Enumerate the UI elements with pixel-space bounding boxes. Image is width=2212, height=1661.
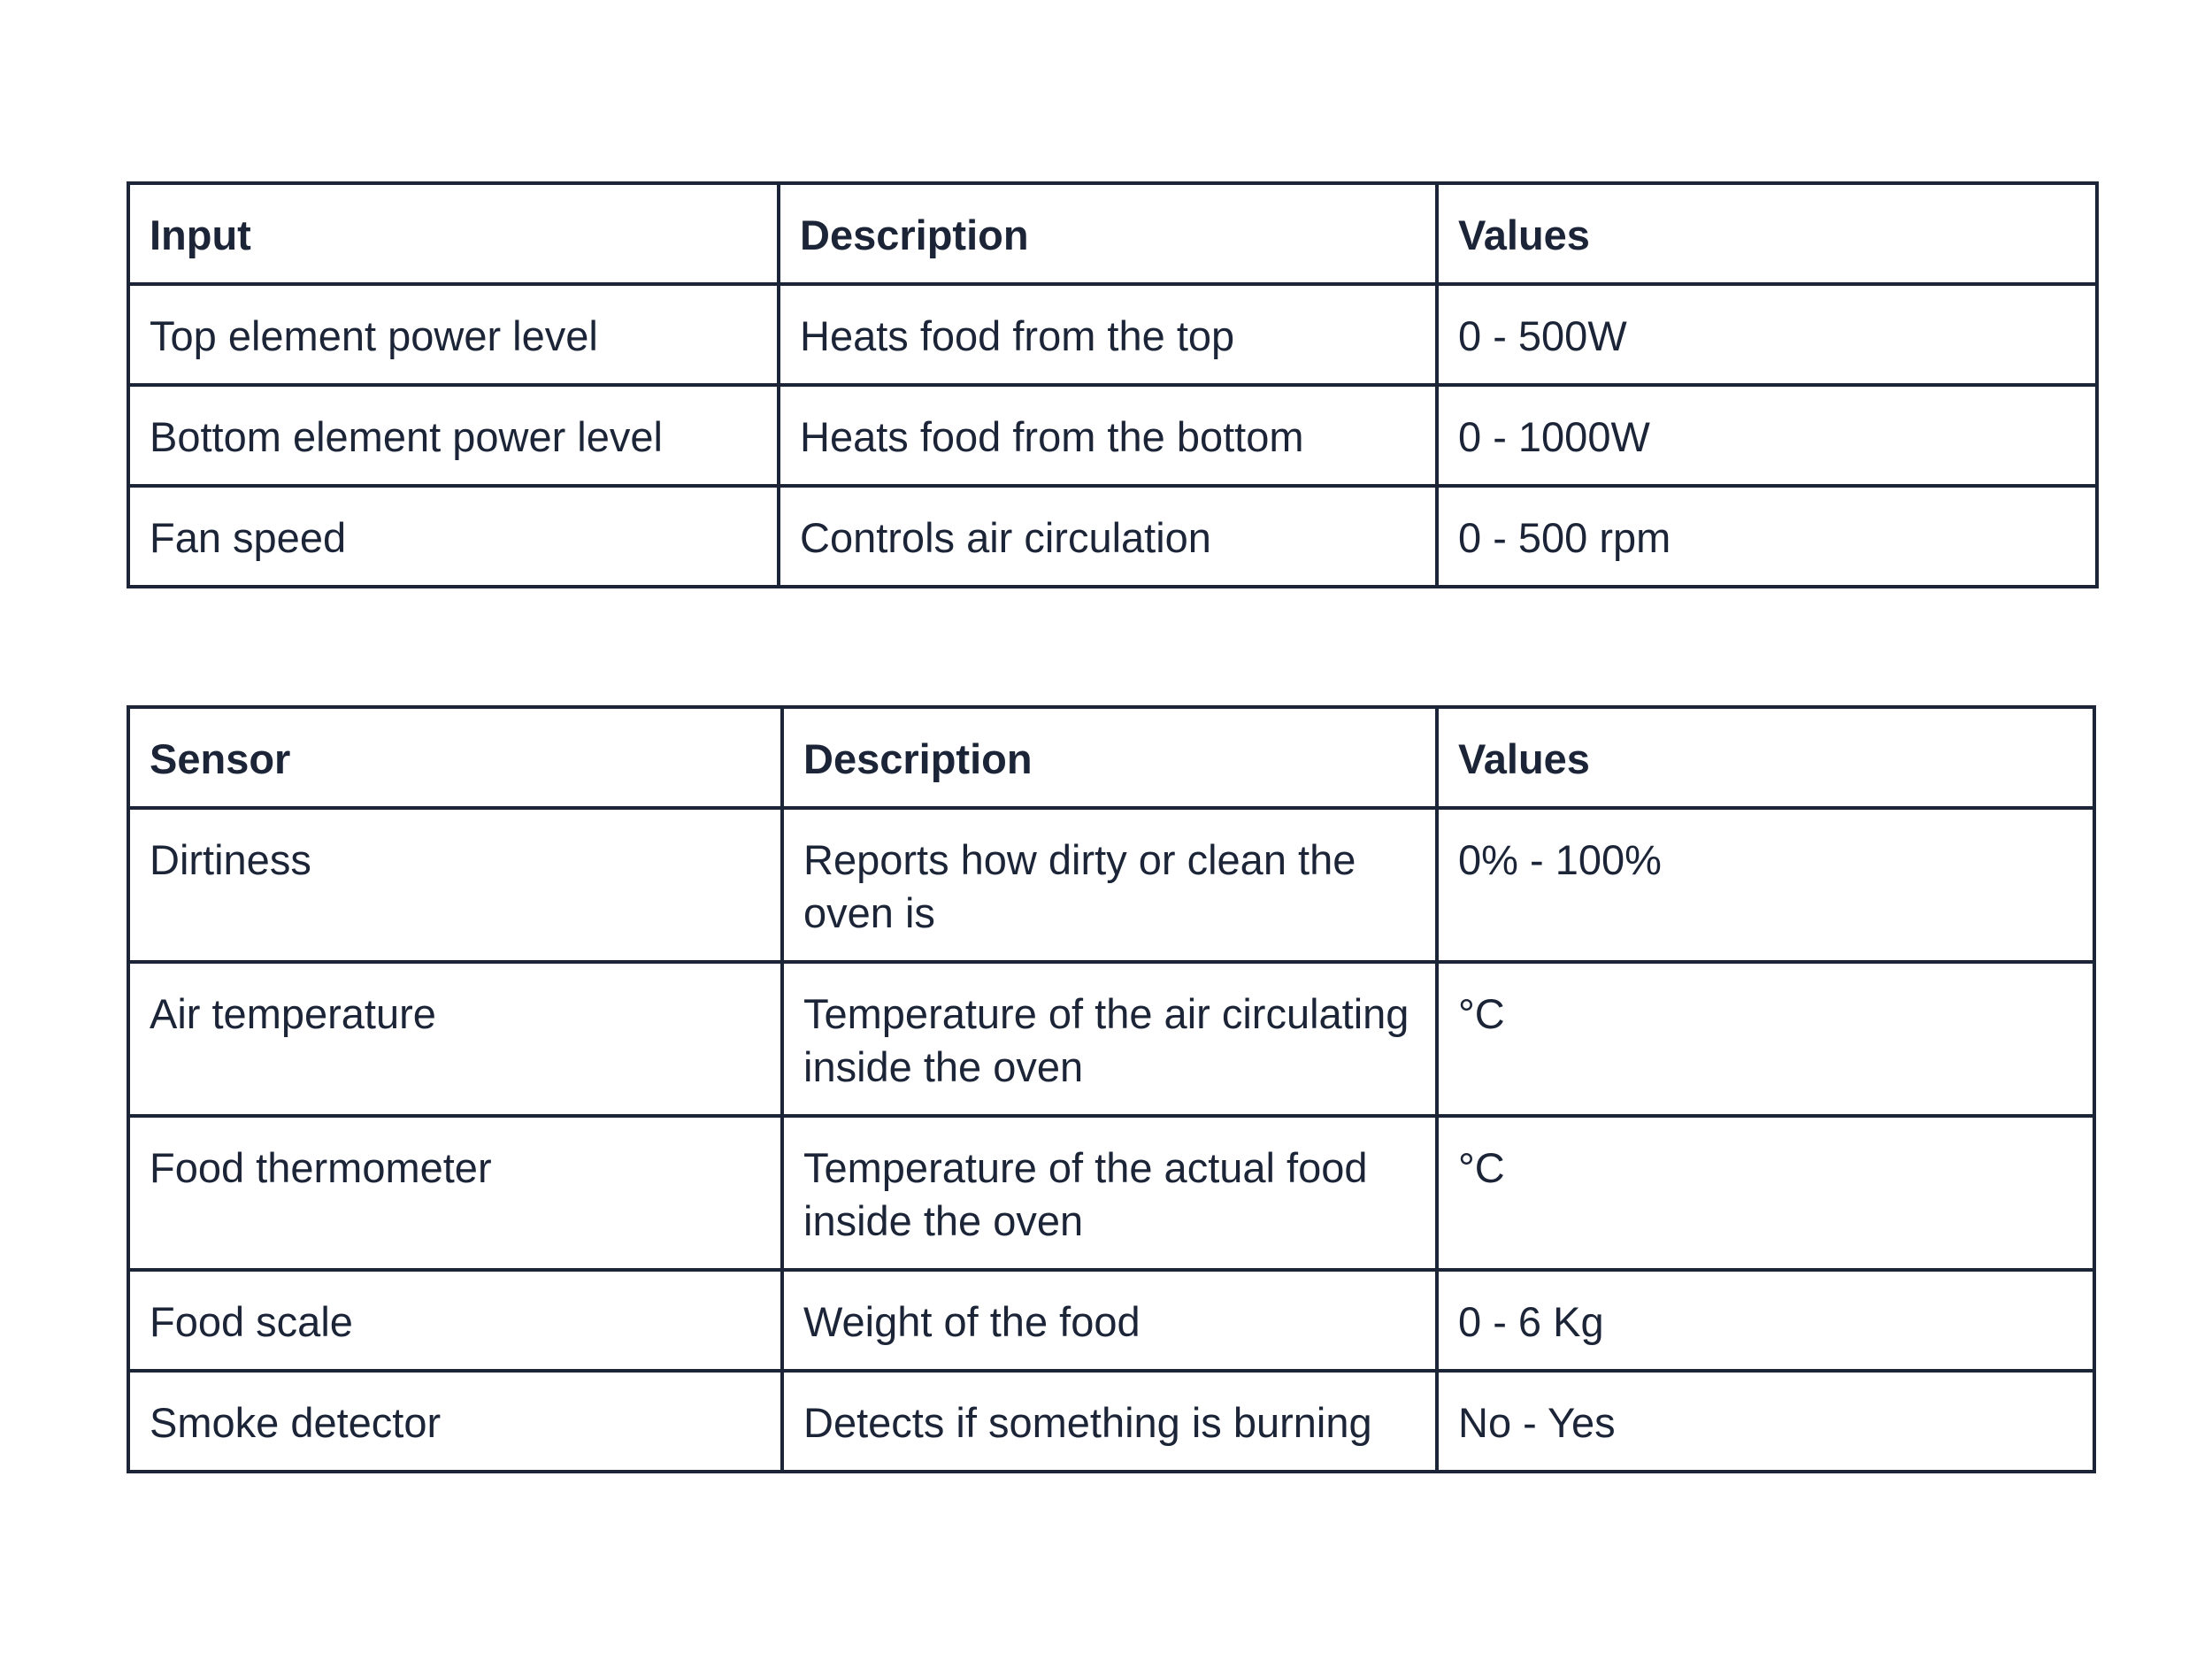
table-row xyxy=(128,385,2097,486)
sensors-table xyxy=(127,705,2096,1473)
table-row xyxy=(128,808,2094,962)
table-cell: °C xyxy=(1437,1116,2094,1270)
table-row xyxy=(128,1270,2094,1371)
table-cell: Reports how dirty or clean the oven is xyxy=(782,808,1437,962)
inputs-table xyxy=(127,181,2099,588)
table-cell: Food thermometer xyxy=(128,1116,782,1270)
header-cell-input: Input xyxy=(128,183,779,284)
header-cell-description: Description xyxy=(782,707,1437,808)
table-cell: Bottom element power level xyxy=(128,385,779,486)
table-row xyxy=(128,486,2097,587)
table-cell: Heats food from the top xyxy=(779,284,1437,385)
table-cell: Top element power level xyxy=(128,284,779,385)
table-cell: Smoke detector xyxy=(128,1371,782,1472)
table-row xyxy=(128,1116,2094,1270)
header-cell-values: Values xyxy=(1437,707,2094,808)
header-cell-values: Values xyxy=(1437,183,2097,284)
table-cell: Temperature of the air circulating inside the oven xyxy=(782,962,1437,1116)
table-row xyxy=(128,1371,2094,1472)
table-cell: 0 - 500 rpm xyxy=(1437,486,2097,587)
table-cell: Controls air circulation xyxy=(779,486,1437,587)
header-cell-sensor: Sensor xyxy=(128,707,782,808)
table-cell: °C xyxy=(1437,962,2094,1116)
table-row xyxy=(128,284,2097,385)
table-cell: Detects if something is burning xyxy=(782,1371,1437,1472)
table-cell: Air temperature xyxy=(128,962,782,1116)
table-cell: Heats food from the bottom xyxy=(779,385,1437,486)
table-row xyxy=(128,962,2094,1116)
table-cell: 0 - 6 Kg xyxy=(1437,1270,2094,1371)
table-cell: 0 - 1000W xyxy=(1437,385,2097,486)
table-header-row xyxy=(128,707,2094,808)
table-cell: Dirtiness xyxy=(128,808,782,962)
table-cell: Fan speed xyxy=(128,486,779,587)
table-header-row xyxy=(128,183,2097,284)
table-cell: 0% - 100% xyxy=(1437,808,2094,962)
table-cell: 0 - 500W xyxy=(1437,284,2097,385)
table-cell: Temperature of the actual food inside the oven xyxy=(782,1116,1437,1270)
table-cell: Weight of the food xyxy=(782,1270,1437,1371)
table-cell: Food scale xyxy=(128,1270,782,1371)
table-cell: No - Yes xyxy=(1437,1371,2094,1472)
header-cell-description: Description xyxy=(779,183,1437,284)
